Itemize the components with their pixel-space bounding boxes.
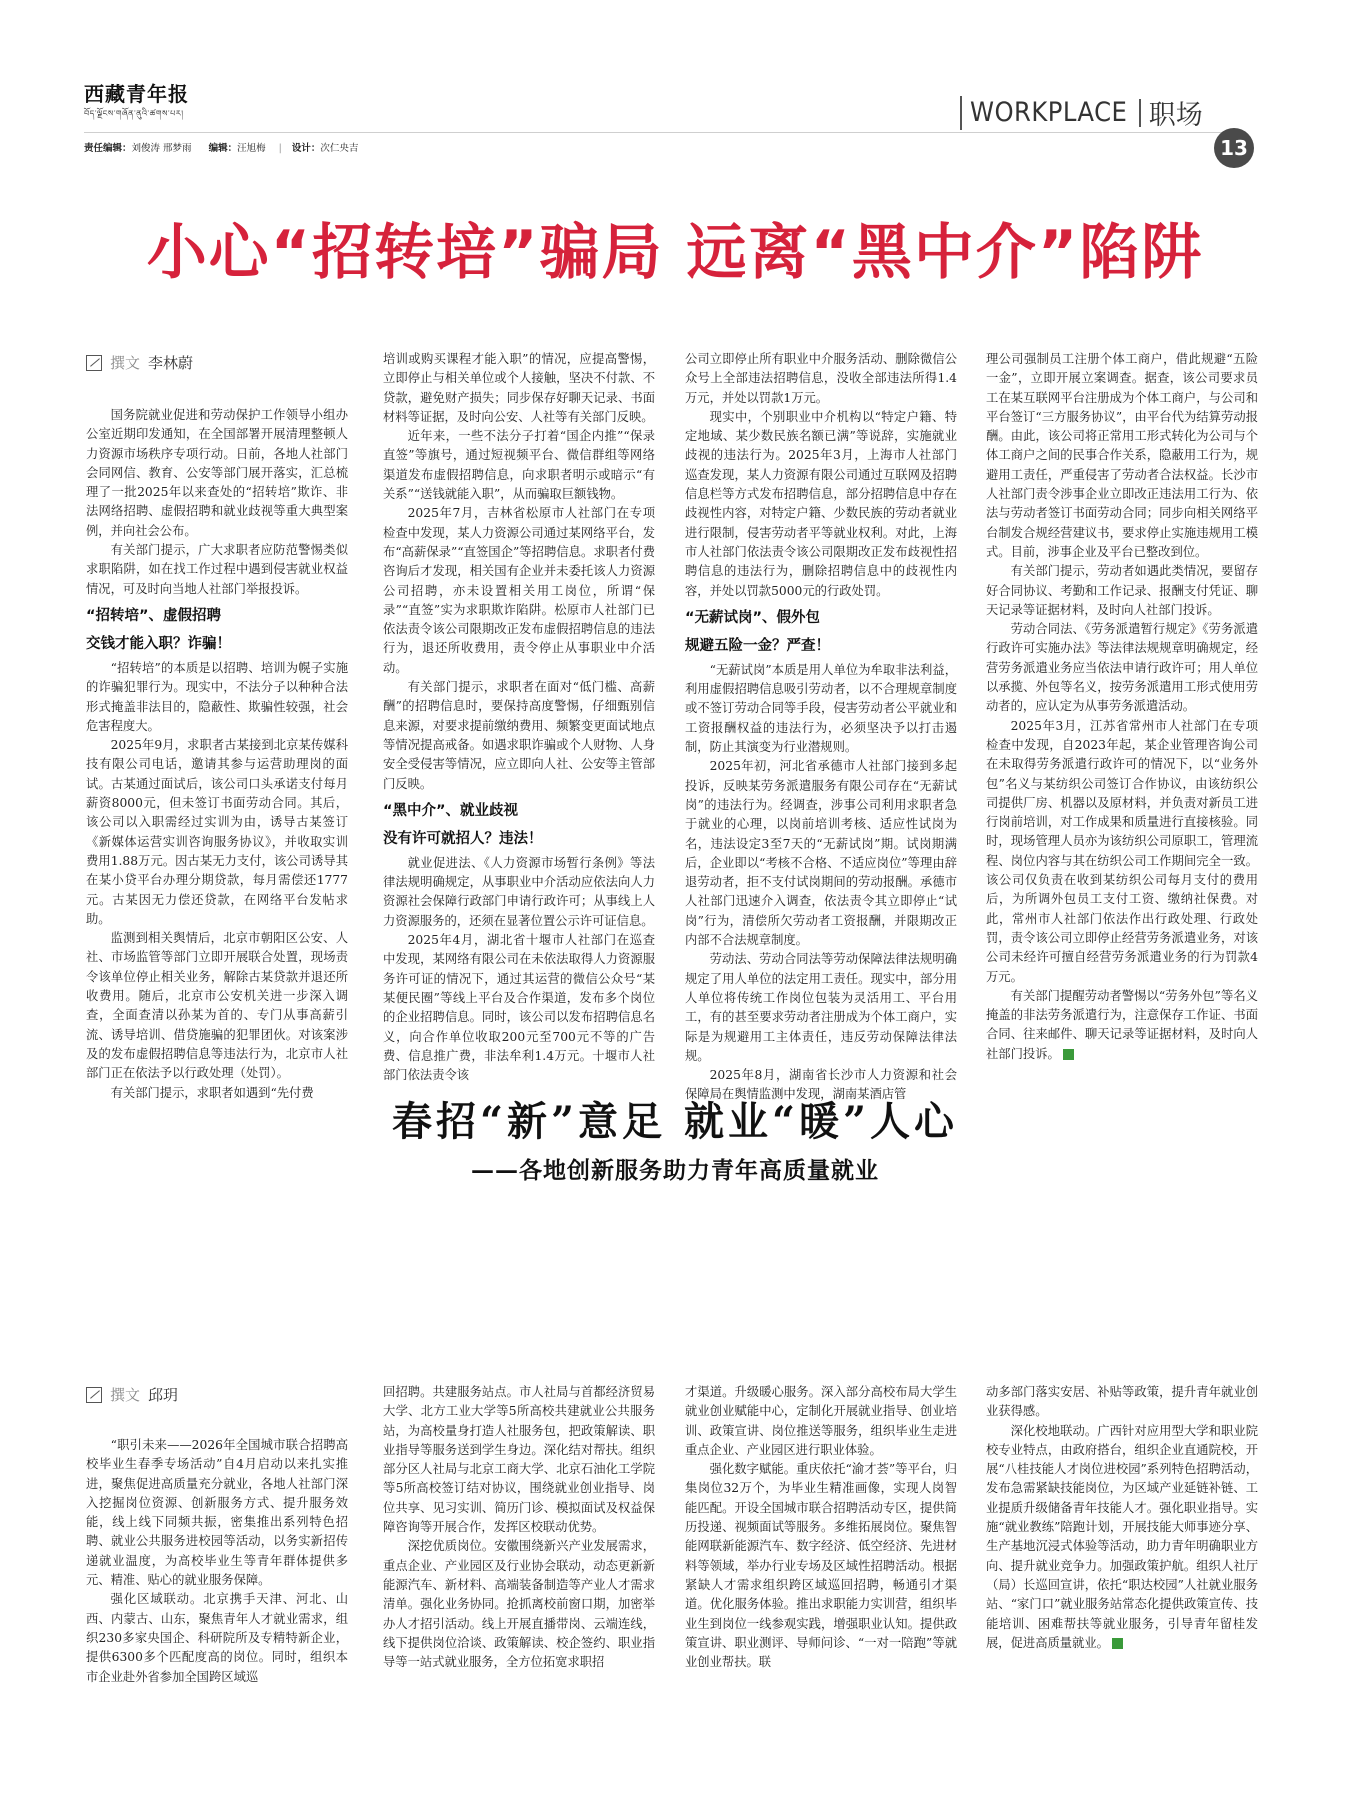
article2-column-2 xyxy=(383,1383,655,1672)
body-paragraph: 劳动合同法、《劳务派遣暂行规定》《劳务派遣行政许可实施办法》等法律法规规章明确规定，经营劳务派遣业务应当依法申请行政许可；用人单位以承揽、外包等名义，按劳务派遣用工形式使用劳动者的，应认定为从事劳务派遣活动。 xyxy=(986,622,1258,714)
body-paragraph: 有关部门提示，求职者在面对“低门槛、高薪酬”的招聘信息时，要保持高度警惕，仔细甄别信息来源，对要求提前缴纳费用、频繁变更面试地点等情况提高戒备。如遇求职诈骗或个人财物、人身安全受侵害等情况，应立即向人社、公安等主管部门反映。 xyxy=(383,680,655,791)
byline-author: 邱玥 xyxy=(148,1386,179,1404)
body-paragraph: 2025年4月，湖北省十堰市人社部门在巡查中发现，某网络有限公司在未依法取得人力资源服务许可证的情况下，通过其运营的微信公众号“某某便民圈”等线上平台及合作渠道，发布多个岗位的企业招聘信息。同时，该公司以发布招聘信息名义，向合作单位收取200元至700元不等的广告费、信息推广费，非法牟利1.4万元。十堰市人社部门依法责令该 xyxy=(383,933,655,1083)
pen-icon xyxy=(86,355,102,371)
body-paragraph: 劳动法、劳动合同法等劳动保障法律法规明确规定了用人单位的法定用工责任。现实中，部分用人单位将传统工作岗位包装为灵活用工、平台用工，有的甚至要求劳动者注册成为个体工商户，实际是为规避用工主体责任，违反劳动保障法律法规。 xyxy=(685,952,957,1063)
masthead-tibetan: བོད་ལྗོངས་གཞོན་ནུའི་ཚགས་པར། xyxy=(84,109,184,118)
body-paragraph: 强化区域联动。北京携手天津、河北、山西、内蒙古、山东，聚焦青年人才就业需求，组织230多家央国企、科研院所及专精特新企业，提供6300多个匹配度高的岗位。同时，组织本市企业赴外省参加全国跨区域巡 xyxy=(86,1592,348,1684)
body-paragraph: “无薪试岗”本质是用人单位为牟取非法利益，利用虚假招聘信息吸引劳动者，以不合理规章制度或不签订劳动合同等手段，侵害劳动者公平就业和工资报酬权益的违法行为，必须坚决予以打击遏制，防止其演变为行业潜规则。 xyxy=(685,662,957,755)
section-subheading: 交钱才能入职？诈骗！ xyxy=(86,635,231,652)
body-paragraph: 2025年3月，江苏省常州市人社部门在专项检查中发现，自2023年起，某企业管理咨询公司在未取得劳务派遣行政许可的情况下，以“业务外包”名义与某纺织公司签订合作协议，由该纺织公司提供厂房、机器以及原材料，并负责对新员工进行岗前培训，对工作成果和质量进行直接核验。同时，现场管理人员亦为该纺织公司原职工，管理流程、岗位内容与其在纺织公司工作期间完全一致。该公司仅负责在收到某纺织公司每月支付的费用后，为所调外包员工支付工资、缴纳社保费。对此，常州市人社部门依法作出行政处理、行政处罚，责令该公司立即停止经营劳务派遣业务，对该公司未经许可擅自经营劳务派遣业务的行为罚款4万元。 xyxy=(986,718,1258,984)
body-paragraph: “职引未来——2026年全国城市联合招聘高校毕业生春季专场活动”自4月启动以来扎实推进，聚焦促进高质量充分就业，各地人社部门深入挖掘岗位资源、创新服务方式、提升服务效能，线上线下同频共振，密集推出系列特色招聘、就业公共服务进校园等活动，以务实新招传递就业温度，为高校毕业生等青年群体提供多元、精准、贴心的就业服务保障。 xyxy=(86,1438,348,1588)
page-number: 13 xyxy=(1214,128,1254,168)
body-paragraph: 2025年8月，湖南省长沙市人力资源和社会保障局在舆情监测中发现，湖南某酒店管 xyxy=(685,1068,957,1102)
end-mark-icon xyxy=(1063,1049,1074,1060)
section-divider xyxy=(1139,99,1141,127)
section-divider xyxy=(960,96,962,130)
section-tag xyxy=(960,93,1203,132)
copy-editor-value: 汪旭梅 xyxy=(237,143,266,154)
article1-byline xyxy=(86,352,193,373)
pen-icon xyxy=(86,1387,102,1403)
body-paragraph: 有关部门提示，劳动者如遇此类情况，要留存好合同协议、考勤和工作记录、报酬支付凭证、聊天记录等证据材料，及时向人社部门投诉。 xyxy=(986,564,1258,617)
article2-headline: 春招“新”意足 就业“暖”人心 xyxy=(392,1098,958,1145)
article2-column-4 xyxy=(986,1383,1258,1653)
body-paragraph: 回招聘。共建服务站点。市人社局与首都经济贸易大学、北方工业大学等5所高校共建就业公共服务站，为高校量身打造人社服务包，把政策解读、职业指导等服务送到学生身边。深化结对帮扶。组织部分区人社局与北京工商大学、北京石油化工学院等5所高校签订结对协议，围绕就业创业指导、岗位共享、见习实训、简历门诊、模拟面试及权益保障咨询等开展合作，发挥区校联动优势。 xyxy=(383,1385,655,1535)
article1-column-4 xyxy=(986,350,1258,1064)
copy-editor-label: 编辑： xyxy=(208,143,238,154)
article1-headline: 小心“招转培”骗局 远离“黑中介”陷阱 xyxy=(146,218,1204,288)
body-paragraph: 有关部门提醒劳动者警惕以“劳务外包”等名义掩盖的非法劳务派遣行为，注意保存工作证、书面合同、往来邮件、聊天记录等证据材料，及时向人社部门投诉。 xyxy=(986,988,1258,1061)
body-paragraph: 现实中，个别职业中介机构以“特定户籍、特定地域、某少数民族名额已满”等说辞，实施就业歧视的违法行为。2025年3月，上海市人社部门巡查发现，某人力资源有限公司通过互联网及招聘信息栏等方式发布招聘信息，部分招聘信息中存在歧视性内容，对特定户籍、少数民族的劳动者就业进行限制，侵害劳动者平等就业权利。对此，上海市人社部门依法责令该公司限期改正发布歧视性招聘信息的违法行为，删除招聘信息中的歧视性内容，并处以罚款5000元的行政处罚。 xyxy=(685,409,957,598)
article2-subheadline: ——各地创新服务助力青年高质量就业 xyxy=(471,1157,879,1184)
body-paragraph: 才渠道。升级暖心服务。深入部分高校布局大学生就业创业赋能中心，定制化开展就业指导、创业培训、政策宣讲、岗位推送等服务，组织毕业生走进重点企业、产业园区进行职业体验。 xyxy=(685,1385,957,1457)
body-paragraph: “招转培”的本质是以招聘、培训为幌子实施的诈骗犯罪行为。现实中，不法分子以种种合法形式掩盖非法目的，隐蔽性、欺骗性较强，社会危害程度大。 xyxy=(86,660,348,733)
editor-value: 刘俊涛 邢梦雨 xyxy=(131,143,192,154)
body-paragraph: 有关部门提示，广大求职者应防范警惕类似求职陷阱，如在找工作过程中遇到侵害就业权益情况，可及时向当地人社部门举报投诉。 xyxy=(86,543,348,596)
body-paragraph: 深挖优质岗位。安徽围绕新兴产业发展需求，重点企业、产业园区及行业协会联动，动态更新新能源汽车、新材料、高端装备制造等产业人才需求清单。强化业务协同。抢抓离校前窗口期，加密举办人才招引活动。线上开展直播带岗、云端连线，线下提供岗位洽谈、政策解读、校企签约、职业指导等一站式就业服务，全方位拓宽求职招 xyxy=(383,1539,655,1670)
editor-label: 责任编辑： xyxy=(84,143,132,154)
body-paragraph: 理公司强制员工注册个体工商户，借此规避“五险一金”，立即开展立案调查。据查，该公司要求员工在某互联网平台注册成为个体工商户，与公司和平台签订“三方服务协议”，由平台代为结算劳动报酬。由此，该公司将正常用工形式转化为公司与个体工商户之间的民事合作关系，隐蔽用工行为，规避用工责任，严重侵害了劳动者合法权益。长沙市人社部门责令涉事企业立即改正违法用工行为、依法与劳动者签订书面劳动合同；同步向相关网络平台制发合规经营建议书，要求停止实施违规用工模式。目前，涉事企业及平台已整改到位。 xyxy=(986,352,1258,559)
body-paragraph: 就业促进法、《人力资源市场暂行条例》等法律法规明确规定，从事职业中介活动应依法向人力资源社会保障行政部门申请行政许可；从事线上人力资源服务的，还须在显著位置公示许可证信息。 xyxy=(383,855,655,928)
section-subheading: “黑中介”、就业歧视 xyxy=(383,802,519,819)
body-paragraph: 培训或购买课程才能入职”的情况，应提高警惕，立即停止与相关单位或个人接触，坚决不付款、不贷款，避免财产损失；同步保存好聊天记录、书面材料等证据，及时向公安、人社等有关部门反映。 xyxy=(383,352,655,424)
article1-column-2 xyxy=(383,350,655,1085)
body-paragraph: 国务院就业促进和劳动保护工作领导小组办公室近期印发通知，在全国部署开展清理整顿人力资源市场秩序专项行动。日前，各地人社部门会同网信、教育、公安等部门展开落实，汇总梳理了一批2025年以来查处的“招转培”欺诈、非法网络招聘、虚假招聘和就业歧视等重大典型案例，并向社会公布。 xyxy=(86,408,348,538)
section-name-zh: 职场 xyxy=(1148,100,1203,131)
article1-column-1 xyxy=(86,406,348,1103)
header-rule xyxy=(84,132,1244,133)
body-paragraph: 2025年9月，求职者古某接到北京某传媒科技有限公司电话，邀请其参与运营助理岗的面试。古某通过面试后，该公司口头承诺支付每月薪资8000元，但未签订书面劳动合同。其后，该公司以入职需经过实训为由，诱导古某签订《新媒体运营实训咨询服务协议》，并收取实训费用1.88万元。因古某无力支付，该公司诱导其在某小贷平台办理分期贷款，每月需偿还1777元。古某因无力偿还贷款，在网络平台发帖求助。 xyxy=(86,738,348,926)
byline-label: 撰文 xyxy=(110,1386,141,1404)
byline-author: 李林蔚 xyxy=(148,354,194,372)
designer-value: 次仁央吉 xyxy=(320,143,359,154)
body-paragraph: 有关部门提示，求职者如遇到“先付费 xyxy=(110,1085,314,1100)
body-paragraph: 2025年初，河北省承德市人社部门接到多起投诉，反映某劳务派遣服务有限公司存在“无薪试岗”的违法行为。经调查，涉事公司利用求职者急于就业的心理，以岗前培训考核、适应性试岗为名，违法设定3至7天的“无薪试岗”期。试岗期满后，企业即以“考核不合格、不适应岗位”等理由辞退劳动者，拒不支付试岗期间的劳动报酬。承德市人社部门迅速介入调查，依法责令其立即停止“试岗”行为，清偿所欠劳动者工资报酬，并限期改正内部不合法规章制度。 xyxy=(685,759,957,948)
article1-column-3 xyxy=(685,350,957,1105)
section-subheading: 规避五险一金？严查！ xyxy=(685,637,830,654)
credits-line: 责任编辑：刘俊涛 邢梦雨 编辑：汪旭梅 | 设计：次仁央吉 xyxy=(84,143,359,154)
body-paragraph: 强化数字赋能。重庆依托“渝才荟”等平台，归集岗位32万个，为毕业生精准画像，实现人岗智能匹配。开设全国城市联合招聘活动专区，提供简历投递、视频面试等服务。多维拓展岗位。聚焦智能网联新能源汽车、数字经济、低空经济、先进材料等领域，举办行业专场及区域性招聘活动。根据紧缺人才需求组织跨区域巡回招聘，畅通引才渠道。优化服务体验。推出求职能力实训营，组织毕业生到岗位一线参观实践，增强职业认知。提供政策宣讲、职业测评、导师问诊、“一对一陪跑”等就业创业帮扶。联 xyxy=(685,1462,957,1670)
body-paragraph: 深化校地联动。广西针对应用型大学和职业院校专业特点，由政府搭台，组织企业直通院校，开展“八桂技能人才岗位进校园”系列特色招聘活动，发布急需紧缺技能岗位，为区域产业延链补链、工业提质升级储备青年技能人才。强化职业指导。实施“就业教练”陪跑计划，开展技能大师事迹分享、生产基地沉浸式体验等活动，助力青年明确职业方向、提升就业竞争力。加强政策护航。组织人社厅（局）长巡回宣讲，依托“职达校园”人社就业服务站、“家门口”就业服务站常态化提供政策宣传、技能培训、困难帮扶等就业服务，引导青年留桂发展，促进高质量就业。 xyxy=(986,1423,1258,1650)
section-name-en: WORKPLACE xyxy=(970,97,1128,128)
end-mark-icon xyxy=(1112,1638,1123,1649)
body-paragraph: 近年来，一些不法分子打着“国企内推”“保录直签”等旗号，通过短视频平台、微信群组等网络渠道发布虚假招聘信息，向求职者明示或暗示“有关系”“送钱就能入职”，从而骗取巨额钱物。 xyxy=(383,429,655,502)
section-subheading: “无薪试岗”、假外包 xyxy=(685,609,821,626)
body-paragraph: 监测到相关舆情后，北京市朝阳区公安、人社、市场监管等部门立即开展联合处置，现场责令该单位停止相关业务，解除古某贷款并退还所收费用。随后，北京市公安机关进一步深入调查，全面查清以孙某为首的、专门从事高薪引流、诱导培训、借贷施骗的犯罪团伙。对该案涉及的发布虚假招聘信息等违法行为，北京市人社部门正在依法予以行政处理（处罚）。 xyxy=(86,931,348,1081)
section-subheading: “招转培”、虚假招聘 xyxy=(86,607,222,624)
designer-label: 设计： xyxy=(291,143,321,154)
section-subheading: 没有许可就招人？违法！ xyxy=(383,830,543,847)
article2-column-1 xyxy=(86,1436,348,1687)
body-paragraph: 公司立即停止所有职业中介服务活动、删除微信公众号上全部违法招聘信息，没收全部违法所得1.4万元，并处以罚款1万元。 xyxy=(685,352,957,405)
byline-label: 撰文 xyxy=(110,354,141,372)
body-paragraph: 动多部门落实安居、补贴等政策，提升青年就业创业获得感。 xyxy=(986,1385,1258,1419)
article2-byline xyxy=(86,1384,178,1405)
masthead: 西藏青年报 xyxy=(84,82,189,106)
article2-column-3 xyxy=(685,1383,957,1672)
body-paragraph: 2025年7月，吉林省松原市人社部门在专项检查中发现，某人力资源公司通过某网络平台，发布“高薪保录”“直签国企”等招聘信息。求职者付费咨询后才发现，相关国有企业并未委托该人力资源公司招聘，亦未设置相关用工岗位，所谓“保录”“直签”实为求职欺诈陷阱。松原市人社部门已依法责令该公司限期改正发布虚假招聘信息的违法行为，退还所收费用，责令停止从事职业中介活动。 xyxy=(383,506,655,675)
